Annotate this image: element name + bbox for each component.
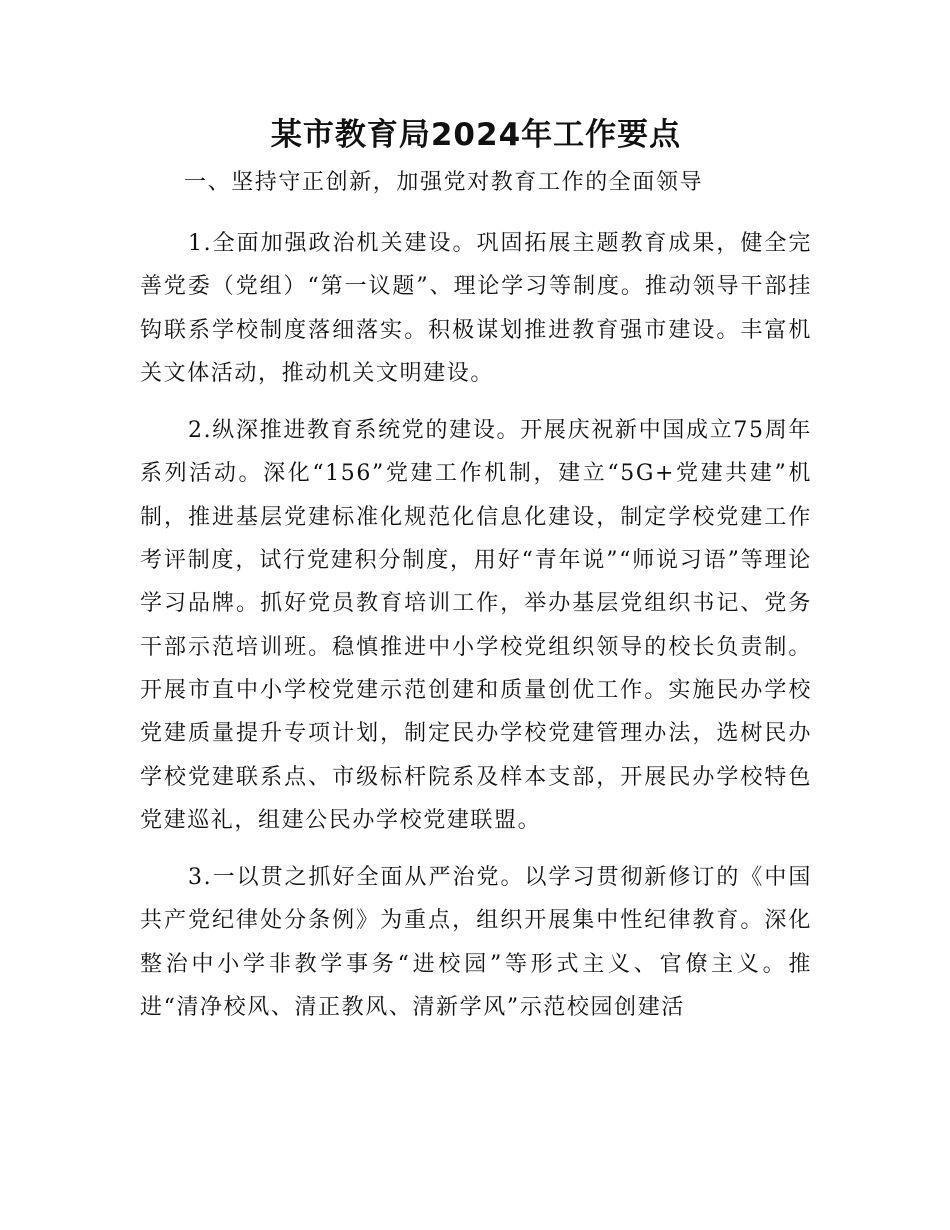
paragraph-1: 1.全面加强政治机关建设。巩固拓展主题教育成果，健全完善党委（党组）“第一议题”、理论学习等制度。推动领导干部挂钩联系学校制度落细落实。积极谋划推进教育强市建设。丰富机关文体活动，推动机关文明建设。 xyxy=(140,231,812,386)
section-heading: 一、坚持守正创新，加强党对教育工作的全面领导 xyxy=(184,170,704,195)
paragraph-3: 3.一以贯之抓好全面从严治党。以学习贯彻新修订的《中国共产党纪律处分条例》为重点，组织开展集中性纪律教育。深化整治中小学非教学事务“进校园”等形式主义、官僚主义。推进“清净校风、清正教风、清新学风”示范校园创建活 xyxy=(140,865,812,1021)
paragraph-2: 2.纵深推进教育系统党的建设。开展庆祝新中国成立75周年系列活动。深化“156”党建工作机制，建立“5G+党建共建”机制，推进基层党建标准化规范化信息化建设，制定学校党建工作考评制度，试行党建积分制度，用好“青年说”“师说习语”等理论学习品牌。抓好党员教育培训工作，举办基层党组织书记、党务干部示范培训班。稳慎推进中小学校党组织领导的校长负责制。开展市直中小学校党建示范创建和质量创优工作。实施民办学校党建质量提升专项计划，制定民办学校党建管理办法，选树民办学校党建联系点、市级标杆院系及样本支部，开展民办学校特色党建巡礼，组建公民办学校党建联盟。 xyxy=(140,418,812,833)
document-page xyxy=(140,110,812,1029)
document-title: 某市教育局2024年工作要点 xyxy=(270,117,682,153)
